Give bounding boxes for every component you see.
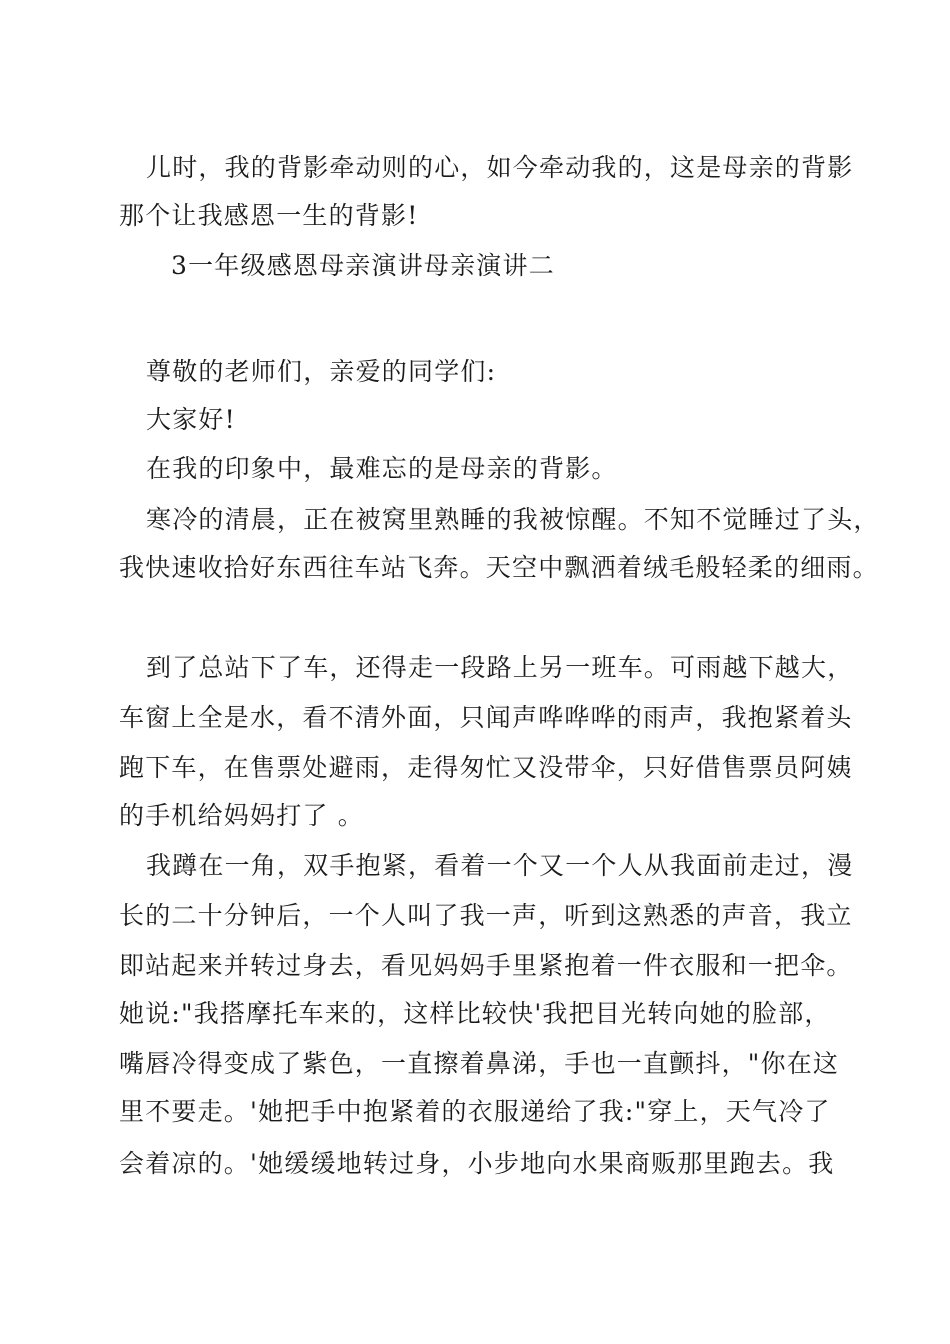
text-line: 即站起来并转过身去，看见妈妈手里紧抱着一件衣服和一把伞。 xyxy=(119,951,853,980)
section-heading: 3一年级感恩母亲演讲母亲演讲二 xyxy=(171,251,555,280)
text-line: 里不要走。'她把手中抱紧着的衣服递给了我:"穿上，天气冷了 xyxy=(119,1097,831,1126)
text-line: 在我的印象中，最难忘的是母亲的背影。 xyxy=(146,454,618,483)
text-line: 寒冷的清晨，正在被窝里熟睡的我被惊醒。不知不觉睡过了头， xyxy=(146,505,880,534)
text-line: 儿时，我的背影牵动则的心，如今牵动我的，这是母亲的背影 xyxy=(146,153,854,182)
text-line: 尊敬的老师们，亲爱的同学们: xyxy=(146,357,497,386)
text-line: 到了总站下了车，还得走一段路上另一班车。可雨越下越大， xyxy=(146,653,854,682)
text-line: 会着凉的。'她缓缓地转过身，小步地向水果商贩那里跑去。我 xyxy=(119,1149,835,1178)
text-line: 我快速收拾好东西往车站飞奔。天空中飘洒着绒毛般轻柔的细雨。 xyxy=(119,553,879,582)
text-line: 嘴唇冷得变成了紫色，一直擦着鼻涕，手也一直颤抖，"你在这 xyxy=(119,1049,840,1078)
text-line: 大家好! xyxy=(146,405,236,434)
text-line: 她说:"我搭摩托车来的，这样比较快'我把目光转向她的脸部， xyxy=(119,999,831,1028)
text-line: 的手机给妈妈打了 。 xyxy=(119,801,364,830)
text-line: 跑下车，在售票处避雨，走得匆忙又没带伞，只好借售票员阿姨 xyxy=(119,753,853,782)
text-line: 长的二十分钟后，一个人叫了我一声，听到这熟悉的声音，我立 xyxy=(119,901,853,930)
text-line: 车窗上全是水，看不清外面，只闻声哗哗哗的雨声，我抱紧着头 xyxy=(119,703,853,732)
text-line: 我蹲在一角，双手抱紧，看着一个又一个人从我面前走过，漫 xyxy=(146,851,854,880)
text-line: 那个让我感恩一生的背影! xyxy=(119,201,419,230)
